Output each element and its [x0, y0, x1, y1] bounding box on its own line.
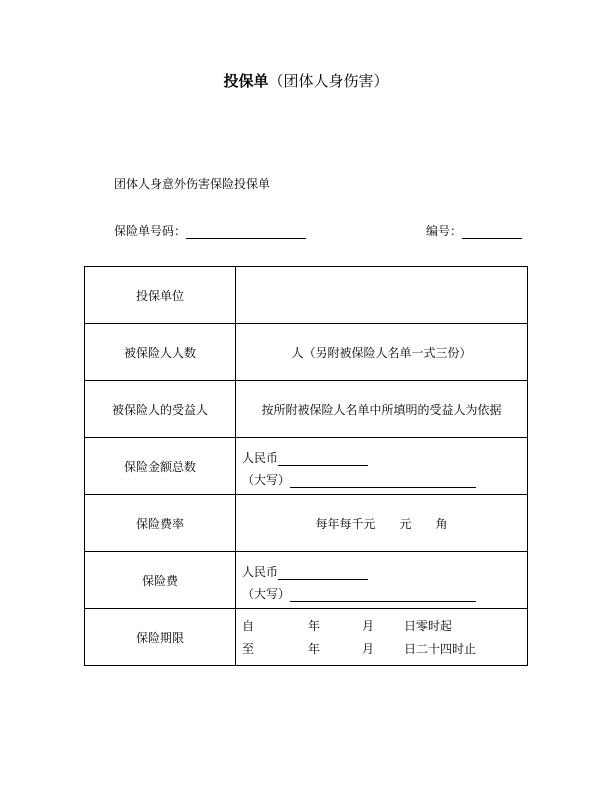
- policy-number-field: [114, 222, 306, 239]
- document-title: [0, 70, 612, 91]
- title-main: 投保单: [223, 72, 269, 90]
- serial-number-label: 编号：: [426, 224, 463, 238]
- period-end-suffix: 日二十四时止: [404, 642, 477, 656]
- insured-count-value[interactable]: 人（另附被保险人名单一式三份）: [236, 324, 528, 381]
- sum-insured-rmb-input[interactable]: [278, 453, 368, 466]
- period-end-prefix: 至: [242, 642, 255, 656]
- period-start-month: 月: [362, 619, 375, 633]
- period-start-row: [242, 614, 527, 637]
- beneficiary-value: 按所附被保险人名单中所填明的受益人为依据: [236, 381, 528, 438]
- premium-rate-label: 保险费率: [85, 495, 236, 552]
- table-row: [85, 381, 528, 438]
- title-suffix: （团体人身伤害）: [268, 72, 389, 90]
- capital-label: （大写）: [242, 587, 291, 601]
- table-row: [85, 324, 528, 381]
- table-row: [85, 438, 528, 495]
- table-row: [85, 267, 528, 324]
- sum-insured-label: 保险金额总数: [85, 438, 236, 495]
- period-end-row: [242, 637, 527, 660]
- capital-label: （大写）: [242, 473, 291, 487]
- period-start-suffix: 日零时起: [404, 619, 453, 633]
- application-table: [84, 266, 528, 666]
- serial-number-field: [426, 222, 522, 239]
- insurance-period-label: 保险期限: [85, 609, 236, 666]
- rmb-label: 人民币: [242, 451, 279, 465]
- table-row: [85, 609, 528, 666]
- applicant-unit-input[interactable]: [236, 267, 528, 324]
- policy-number-input[interactable]: [186, 226, 306, 239]
- rmb-label: 人民币: [242, 565, 279, 579]
- period-start-year: 年: [308, 619, 321, 633]
- period-end-month: 月: [362, 642, 375, 656]
- sum-insured-cell: [236, 438, 528, 495]
- premium-capital-input[interactable]: [290, 589, 476, 602]
- beneficiary-label: 被保险人的受益人: [85, 381, 236, 438]
- table-row: [85, 552, 528, 609]
- premium-rmb-input[interactable]: [278, 567, 368, 580]
- period-start-prefix: 自: [242, 619, 255, 633]
- premium-cell: [236, 552, 528, 609]
- insured-count-label: 被保险人人数: [85, 324, 236, 381]
- serial-number-input[interactable]: [462, 226, 522, 239]
- policy-number-label: 保险单号码：: [114, 224, 187, 238]
- sum-insured-capital-input[interactable]: [290, 475, 476, 488]
- period-end-year: 年: [308, 642, 321, 656]
- premium-label: 保险费: [85, 552, 236, 609]
- premium-rate-value[interactable]: 每年每千元 元 角: [236, 495, 528, 552]
- insurance-period-cell[interactable]: [236, 609, 528, 666]
- table-row: [85, 495, 528, 552]
- applicant-unit-label: 投保单位: [85, 267, 236, 324]
- form-subtitle: 团体人身意外伤害保险投保单: [114, 177, 271, 191]
